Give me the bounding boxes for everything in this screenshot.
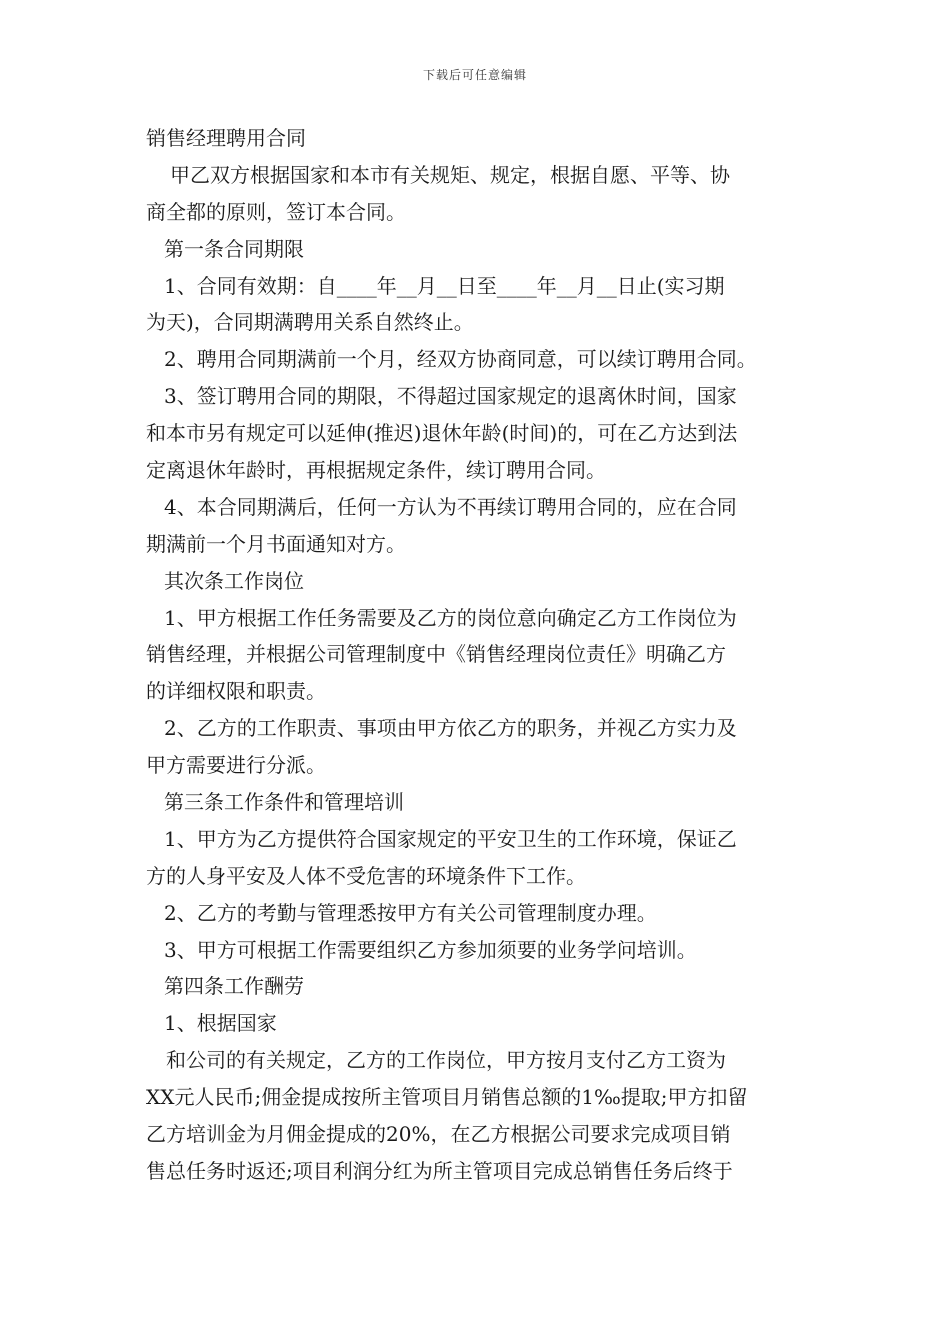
paragraph-line: 方的人身平安及人体不受危害的环境条件下工作。 bbox=[146, 863, 586, 888]
paragraph-line: 1、甲方根据工作任务需要及乙方的岗位意向确定乙方工作岗位为 bbox=[164, 605, 737, 630]
paragraph-line: 和公司的有关规定，乙方的工作岗位，甲方按月支付乙方工资为 bbox=[166, 1048, 726, 1073]
paragraph-line: 为天)，合同期满聘用关系自然终止。 bbox=[146, 310, 474, 335]
section-heading: 第三条工作条件和管理培训 bbox=[164, 790, 404, 815]
paragraph-line: XX元人民币;佣金提成按所主管项目月销售总额的1‰提取;甲方扣留 bbox=[146, 1085, 748, 1110]
document-title: 销售经理聘用合同 bbox=[146, 126, 306, 150]
paragraph-line: 甲乙双方根据国家和本市有关规矩、规定，根据自愿、平等、协 bbox=[170, 162, 730, 187]
paragraph-line: 1、根据国家 bbox=[164, 1011, 277, 1036]
paragraph-line: 甲方需要进行分派。 bbox=[146, 753, 326, 778]
paragraph-line: 2、乙方的工作职责、事项由甲方依乙方的职务，并视乙方实力及 bbox=[164, 716, 737, 741]
paragraph-line: 1、合同有效期：自____年__月__日至____年__月__日止(实习期 bbox=[164, 273, 725, 298]
paragraph-line: 4、本合同期满后，任何一方认为不再续订聘用合同的，应在合同 bbox=[164, 494, 737, 519]
paragraph-line: 乙方培训金为月佣金提成的20%，在乙方根据公司要求完成项目销 bbox=[146, 1122, 731, 1147]
section-heading: 第四条工作酬劳 bbox=[164, 974, 304, 999]
paragraph-line: 销售经理，并根据公司管理制度中《销售经理岗位责任》明确乙方 bbox=[146, 642, 726, 667]
paragraph-line: 定离退休年龄时，再根据规定条件，续订聘用合同。 bbox=[146, 458, 606, 483]
paragraph-line: 和本市另有规定可以延伸(推迟)退休年龄(时间)的，可在乙方达到法 bbox=[146, 421, 738, 446]
section-heading: 其次条工作岗位 bbox=[164, 568, 304, 593]
paragraph-line: 1、甲方为乙方提供符合国家规定的平安卫生的工作环境，保证乙 bbox=[164, 826, 737, 851]
paragraph-line: 售总任务时返还;项目利润分红为所主管项目完成总销售任务后终于 bbox=[146, 1158, 733, 1183]
paragraph-line: 商全都的原则，签订本合同。 bbox=[146, 199, 406, 224]
paragraph-line: 3、签订聘用合同的期限，不得超过国家规定的退离休时间，国家 bbox=[164, 384, 737, 409]
section-heading: 第一条合同期限 bbox=[164, 236, 304, 261]
paragraph-line: 2、乙方的考勤与管理悉按甲方有关公司管理制度办理。 bbox=[164, 900, 657, 925]
document-body bbox=[146, 120, 810, 1190]
page-header: 下载后可任意编辑 bbox=[422, 68, 527, 82]
paragraph-line: 3、甲方可根据工作需要组织乙方参加须要的业务学问培训。 bbox=[164, 937, 697, 962]
paragraph-line: 2、聘用合同期满前一个月，经双方协商同意，可以续订聘用合同。 bbox=[164, 347, 757, 372]
paragraph-line: 的详细权限和职责。 bbox=[146, 679, 326, 704]
paragraph-line: 期满前一个月书面通知对方。 bbox=[146, 531, 406, 556]
